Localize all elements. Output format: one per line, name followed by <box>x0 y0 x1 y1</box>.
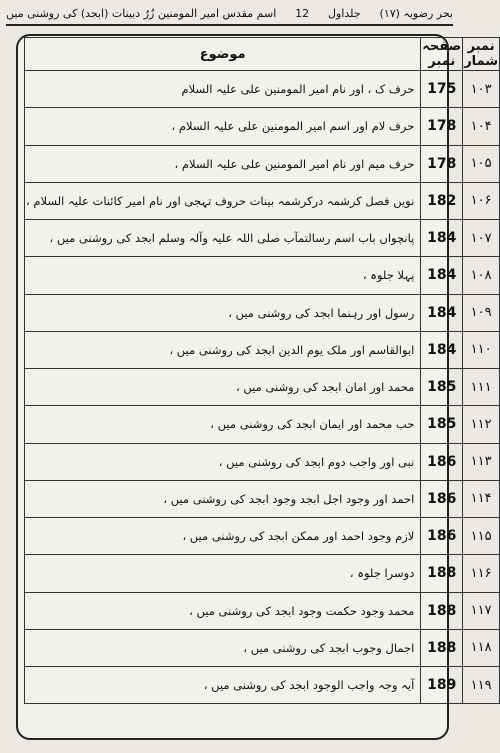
row-topic: محمد وجود حکمت وجود ابجد کی روشنی میں ، <box>25 592 421 629</box>
row-topic: حرف میم اور نام امیر المومنین علی علیہ السلام ، <box>25 145 421 182</box>
row-number: ۱۰۷ <box>463 220 500 257</box>
volume-label: جلداول <box>328 6 361 20</box>
row-number: ۱۰۸ <box>463 257 500 294</box>
table-row <box>25 443 500 480</box>
row-number: ۱۱۱ <box>463 369 500 406</box>
row-topic: رسول اور رہنما ابجد کی روشنی میں ، <box>25 294 421 331</box>
table-row <box>25 406 500 443</box>
table-row <box>25 331 500 368</box>
row-topic: حرف لام اور اسم امیر المومنین علی علیہ السلام ، <box>25 108 421 145</box>
row-topic: احمد اور وجود اجل ابجد وجود ابجد کی روشنی میں ، <box>25 480 421 517</box>
row-page: 184 <box>421 257 463 294</box>
row-page: 182 <box>421 182 463 219</box>
row-page: 175 <box>421 71 463 108</box>
table-row <box>25 592 500 629</box>
header-topic: موضوع <box>25 38 421 71</box>
row-topic: لازم وجود احمد اور ممکن ابجد کی روشنی میں ، <box>25 518 421 555</box>
table-row <box>25 555 500 592</box>
row-page: 185 <box>421 369 463 406</box>
table-row <box>25 480 500 517</box>
row-number: ۱۱۶ <box>463 555 500 592</box>
table-row <box>25 518 500 555</box>
book-title: اسم مقدس امیر المومنین زُرُ دبینات (ابجد) کی روشنی میں <box>6 6 277 20</box>
row-page: 186 <box>421 443 463 480</box>
table-row <box>25 629 500 666</box>
row-page: 184 <box>421 220 463 257</box>
row-page: 186 <box>421 480 463 517</box>
table-row <box>25 182 500 219</box>
page-number: 12 <box>295 6 310 20</box>
series-label: بحر رضویہ (۱۷) <box>379 6 453 20</box>
row-topic: محمد اور امان ابجد کی روشنی میں ، <box>25 369 421 406</box>
table-row <box>25 257 500 294</box>
row-topic: پانچواں باب اسم رسالتمآب صلی اللہ علیہ وآلہ وسلم ابجد کی روشنی میں ، <box>25 220 421 257</box>
row-topic: دوسرا جلوہ ، <box>25 555 421 592</box>
table-row <box>25 667 500 704</box>
row-page: 188 <box>421 555 463 592</box>
row-topic: حرف ک ، اور نام امیر المومنین علی علیہ السلام <box>25 71 421 108</box>
row-number: ۱۱۸ <box>463 629 500 666</box>
table-row <box>25 71 500 108</box>
table-header-row <box>25 38 500 71</box>
table-row <box>25 145 500 182</box>
row-number: ۱۱۹ <box>463 667 500 704</box>
row-number: ۱۱۳ <box>463 443 500 480</box>
row-number: ۱۱۰ <box>463 331 500 368</box>
row-page: 188 <box>421 592 463 629</box>
row-number: ۱۱۴ <box>463 480 500 517</box>
contents-table <box>24 37 500 704</box>
header-rule <box>6 24 453 26</box>
row-page: 189 <box>421 667 463 704</box>
row-number: ۱۰۶ <box>463 182 500 219</box>
row-topic: پہلا جلوہ ، <box>25 257 421 294</box>
row-topic: آیہ وجہ واجب الوجود ابجد کی روشنی میں ، <box>25 667 421 704</box>
row-page: 178 <box>421 145 463 182</box>
header-page: صفحہ نمبر <box>422 39 462 69</box>
row-topic: نبی اور واجب دوم ابجد کی روشنی میں ، <box>25 443 421 480</box>
row-topic: حب محمد اور ایمان ابجد کی روشنی میں ، <box>25 406 421 443</box>
row-number: ۱۰۴ <box>463 108 500 145</box>
table-row <box>25 220 500 257</box>
row-page: 185 <box>421 406 463 443</box>
row-page: 178 <box>421 108 463 145</box>
running-header <box>6 2 453 24</box>
row-page: 186 <box>421 518 463 555</box>
row-number: ۱۰۹ <box>463 294 500 331</box>
table-row <box>25 294 500 331</box>
row-topic: ابوالقاسم اور ملک یوم الدین ابجد کی روشنی میں ، <box>25 331 421 368</box>
row-page: 184 <box>421 294 463 331</box>
row-number: ۱۱۵ <box>463 518 500 555</box>
row-number: ۱۰۳ <box>463 71 500 108</box>
row-page: 184 <box>421 331 463 368</box>
header-number: نمبر شمار <box>464 39 499 69</box>
row-page: 188 <box>421 629 463 666</box>
row-number: ۱۱۲ <box>463 406 500 443</box>
table-row <box>25 108 500 145</box>
row-number: ۱۱۷ <box>463 592 500 629</box>
row-number: ۱۰۵ <box>463 145 500 182</box>
row-topic: اجمال وجوب ابجد کی روشنی میں ، <box>25 629 421 666</box>
table-row <box>25 369 500 406</box>
row-topic: نویں فصل کرشمہ درکرشمہ بینات حروف تہجی اور نام امیر کائنات علیہ السلام ، <box>25 182 421 219</box>
